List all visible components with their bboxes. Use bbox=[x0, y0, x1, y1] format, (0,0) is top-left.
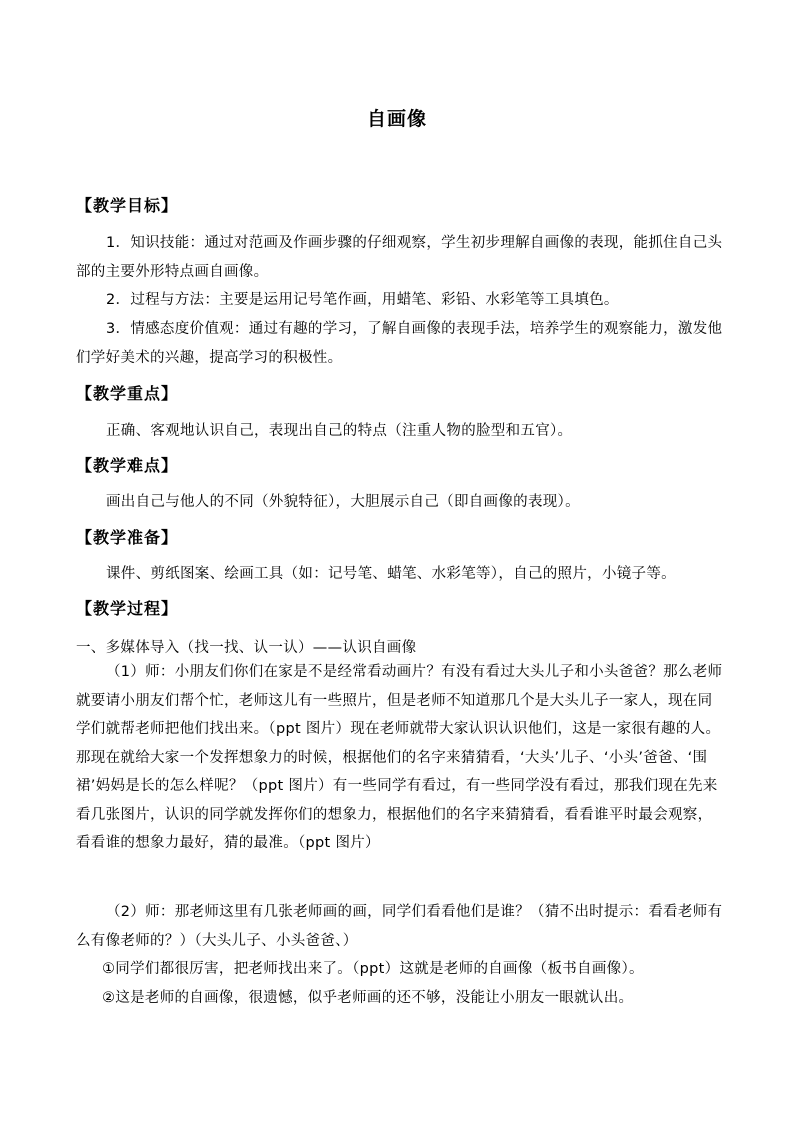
process-step-1: 一、多媒体导入（找一找、认一认）——认识自画像 bbox=[76, 640, 417, 656]
process-paragraph-4: ②这是老师的自画像，很遗憾，似乎老师画的还不够，没能让小朋友一眼就认出。 bbox=[102, 990, 634, 1006]
heading-process: 【教学过程】 bbox=[76, 599, 179, 618]
page-title: 自画像 bbox=[366, 108, 427, 130]
goal-item-3: 3．情感态度价值观：通过有趣的学习，了解自画像的表现手法，培养学生的观察能力，激发他们学好美术的兴趣，提高学习的积极性。 bbox=[76, 321, 723, 366]
goal-item-2: 2．过程与方法：主要是运用记号笔作画，用蜡笔、彩铅、水彩笔等工具填色。 bbox=[106, 292, 619, 308]
heading-key-points: 【教学重点】 bbox=[76, 384, 179, 403]
process-paragraph-2: （2）师：那老师这里有几张老师画的画，同学们看看他们是谁？（猜不出时提示：看看老师有么有像老师的？）（大头儿子、小头爸爸、） bbox=[76, 904, 723, 949]
heading-preparation: 【教学准备】 bbox=[76, 528, 179, 547]
heading-difficulties: 【教学难点】 bbox=[76, 456, 179, 475]
key-points-text: 正确、客观地认识自己，表现出自己的特点（注重人物的脸型和五官）。 bbox=[106, 423, 573, 439]
process-paragraph-3: ①同学们都很厉害，把老师找出来了。（ppt）这就是老师的自画像（板书自画像）。 bbox=[102, 961, 644, 977]
process-paragraph-1: （1）师：小朋友们你们在家是不是经常看动画片？有没有看过大头儿子和小头爸爸？那么老师就要请小朋友们帮个忙，老师这儿有一些照片，但是老师不知道那几个是大头儿子一家人，现在同学们就帮老师把他们找出来。（ppt 图片）现在老师就带大家认识认识他们，这是一家很有趣的人。那现在就给大家一个发挥想象力的时候，根据他们的名字来猜猜看，‘大头’儿子、‘小头’爸爸、‘围裙’妈妈是长的怎么样呢？（ppt 图片）有一些同学有看过，有一些同学没有看过，那我们现在先来看几张图片，认识的同学就发挥你们的想象力，根据他们的名字来猜猜看，看看谁平时最会观察，看看谁的想象力最好，猜的最准。（ppt 图片） bbox=[76, 664, 723, 851]
preparation-text: 课件、剪纸图案、绘画工具（如：记号笔、蜡笔、水彩笔等），自己的照片，小镜子等。 bbox=[106, 566, 676, 582]
difficulties-text: 画出自己与他人的不同（外貌特征），大胆展示自己（即自画像的表现）。 bbox=[106, 494, 580, 510]
heading-goals: 【教学目标】 bbox=[76, 196, 179, 215]
goal-item-1: 1．知识技能：通过对范画及作画步骤的仔细观察，学生初步理解自画像的表现，能抓住自己头部的主要外形特点画自画像。 bbox=[76, 235, 723, 280]
